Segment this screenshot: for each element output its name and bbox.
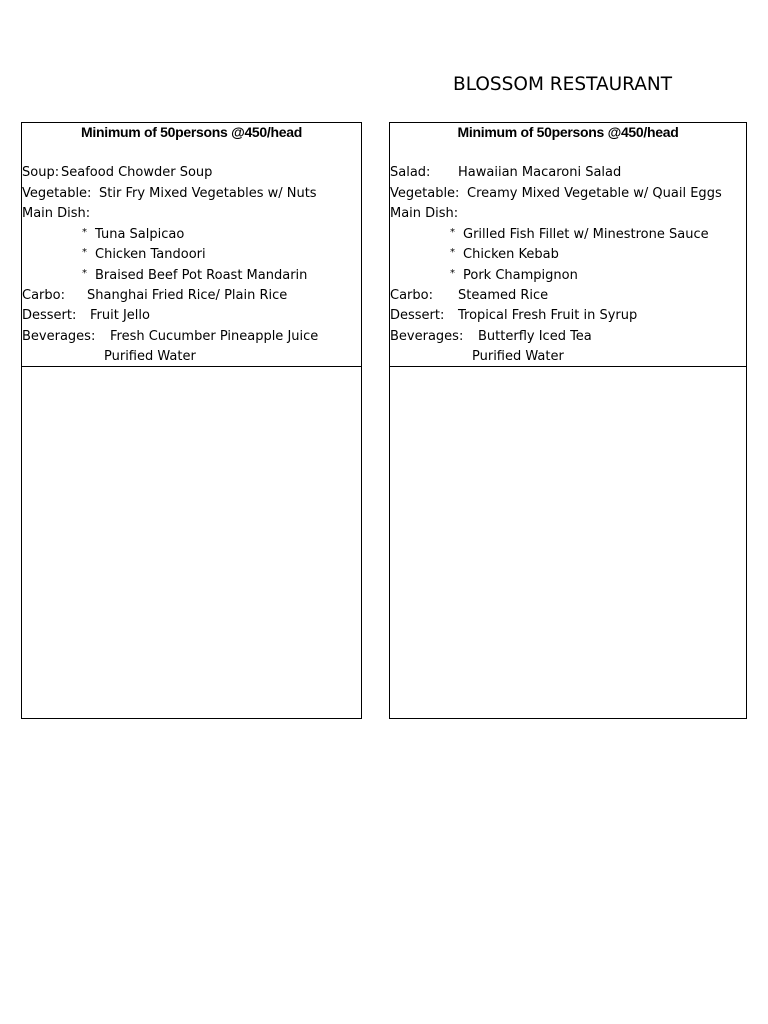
line-value: Purified Water [104, 349, 196, 364]
section-divider [390, 366, 746, 367]
menu-line-main-dish [22, 204, 90, 224]
menu-line-vegetable [390, 184, 722, 204]
line-label: Vegetable: [390, 186, 460, 201]
line-value: Stir Fry Mixed Vegetables w/ Nuts [99, 186, 317, 201]
menu-line-dessert [22, 306, 150, 326]
page-title: BLOSSOM RESTAURANT [453, 74, 673, 95]
bullet-icon: * [82, 227, 87, 238]
line-label: Soup: [22, 165, 60, 180]
line-value: Hawaiian Macaroni Salad [458, 165, 622, 180]
line-value: Fruit Jello [90, 308, 150, 323]
line-label: Dessert: [390, 308, 445, 323]
menu-line-salad [390, 163, 622, 183]
menu-heading: Minimum of 50persons @450/head [457, 124, 679, 140]
line-value: Chicken Kebab [463, 247, 559, 262]
line-value: Grilled Fish Fillet w/ Minestrone Sauce [463, 227, 709, 242]
bullet-icon: * [82, 268, 87, 279]
line-label: Carbo: [22, 288, 65, 303]
menu-line-beverages [22, 327, 319, 347]
line-label: Salad: [390, 165, 431, 180]
menu-card-1 [21, 122, 362, 719]
menu-line-main-dish [390, 204, 458, 224]
line-value: Steamed Rice [458, 288, 549, 303]
line-value: Purified Water [472, 349, 564, 364]
line-value: Fresh Cucumber Pineapple Juice [110, 329, 319, 344]
section-divider [22, 366, 361, 367]
menu-line-beverages [390, 327, 592, 347]
line-label: Beverages: [22, 329, 96, 344]
menu-line-vegetable [22, 184, 317, 204]
bullet-icon: * [82, 247, 87, 258]
line-label: Vegetable: [22, 186, 92, 201]
line-label: Beverages: [390, 329, 464, 344]
line-label: Main Dish: [390, 206, 459, 221]
line-value: Tuna Salpicao [95, 227, 185, 242]
menu-card-2 [389, 122, 747, 719]
menu-line-soup [22, 163, 213, 183]
menu-line-carbo [390, 286, 549, 306]
bullet-icon: * [450, 268, 455, 279]
line-value: Chicken Tandoori [95, 247, 206, 262]
line-value: Butterfly Iced Tea [478, 329, 592, 344]
line-label: Main Dish: [22, 206, 91, 221]
line-value: Tropical Fresh Fruit in Syrup [458, 308, 638, 323]
menu-line-carbo [22, 286, 288, 306]
line-label: Carbo: [390, 288, 433, 303]
bullet-icon: * [450, 227, 455, 238]
line-label: Dessert: [22, 308, 77, 323]
line-value: Pork Champignon [463, 268, 578, 283]
line-value: Creamy Mixed Vegetable w/ Quail Eggs [467, 186, 722, 201]
line-value: Seafood Chowder Soup [61, 165, 213, 180]
line-value: Shanghai Fried Rice/ Plain Rice [87, 288, 288, 303]
menu-heading: Minimum of 50persons @450/head [81, 124, 302, 140]
line-value: Braised Beef Pot Roast Mandarin [95, 268, 308, 283]
menu-line-dessert [390, 306, 638, 326]
bullet-icon: * [450, 247, 455, 258]
